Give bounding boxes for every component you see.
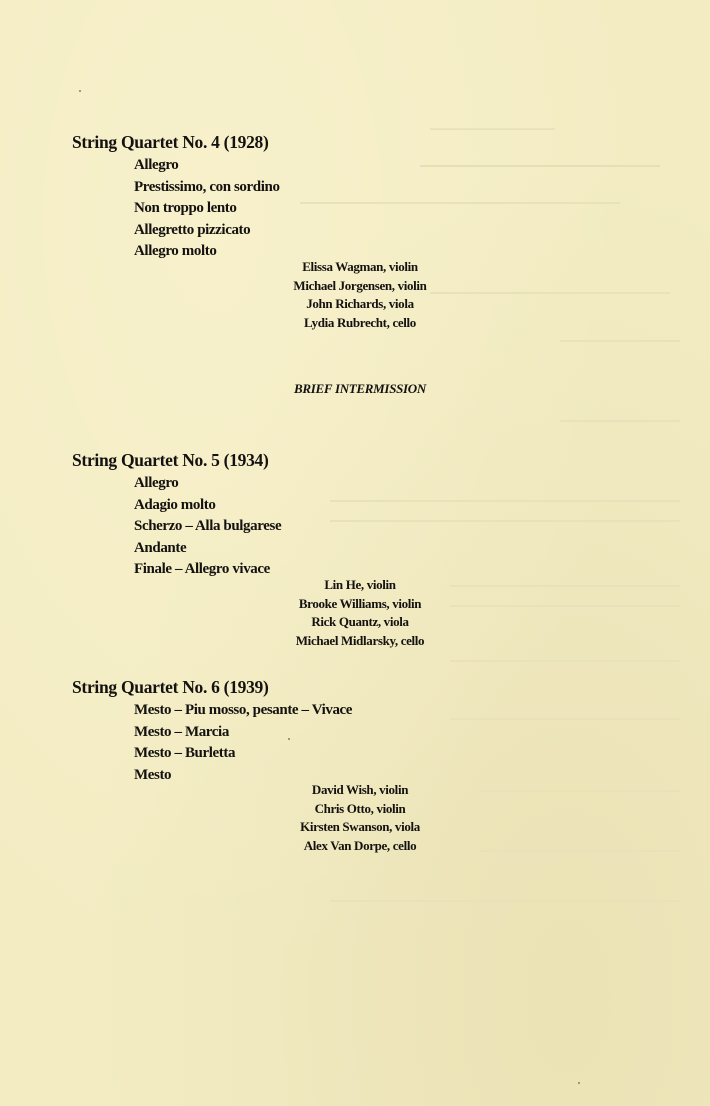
performer-item: Rick Quantz, viola: [311, 614, 409, 629]
movement-item: Allegro: [134, 475, 179, 491]
performer-item: Brooke Williams, violin: [298, 595, 422, 611]
performer-item: Kirsten Swanson, viola: [300, 819, 420, 834]
dust-speck: [578, 1082, 580, 1084]
performer-item: David Wish, violin: [311, 782, 409, 797]
movement-item: Allegretto pizzicato: [134, 221, 251, 238]
movement-list: [134, 473, 672, 581]
bleed-through-line: [560, 340, 680, 342]
performer-item: Michael Midlarsky, cello: [295, 632, 425, 648]
movement-item: Mesto – Marcia: [134, 723, 229, 740]
movement-item: Prestissimo, con sordino: [134, 178, 280, 195]
bleed-through-line: [330, 900, 680, 902]
intermission-note: BRIEF INTERMISSION: [293, 381, 426, 396]
work-section: [72, 449, 672, 581]
performer-item: Michael Jorgensen, violin: [293, 277, 427, 293]
movement-item: Allegro molto: [134, 243, 217, 259]
bleed-through-text: ───────────: [430, 121, 555, 138]
movement-list: [134, 700, 672, 786]
movement-item: Mesto – Burletta: [134, 745, 236, 761]
movement-item: Adagio molto: [134, 496, 216, 513]
performer-item: John Richards, viola: [306, 296, 414, 311]
movement-item: Mesto: [134, 766, 172, 783]
work-title: String Quartet No. 5 (1934): [72, 450, 269, 470]
movement-item: Non troppo lento: [134, 200, 237, 216]
work-section: [72, 676, 672, 786]
movement-item: Scherzo – Alla bulgarese: [134, 518, 282, 534]
work-title: String Quartet No. 6 (1939): [72, 677, 269, 697]
work-section: [72, 131, 672, 263]
movement-item: Andante: [134, 539, 187, 556]
work-title: String Quartet No. 4 (1928): [72, 132, 269, 152]
movement-item: Mesto – Piu mosso, pesante – Vivace: [134, 702, 353, 718]
performer-list: [200, 258, 520, 332]
performer-list: [200, 576, 520, 650]
performer-item: Chris Otto, violin: [314, 800, 406, 816]
performer-item: Elissa Wagman, violin: [302, 259, 418, 274]
movement-list: [134, 155, 672, 263]
bleed-through-line: [450, 660, 680, 662]
performer-list: [200, 781, 520, 855]
movement-item: Allegro: [134, 157, 179, 173]
performer-item: Alex Van Dorpe, cello: [303, 837, 417, 853]
bleed-through-line: [560, 420, 680, 422]
dust-speck: [79, 90, 81, 92]
movement-item: Finale – Allegro vivace: [134, 561, 270, 577]
performer-item: Lin He, violin: [324, 577, 396, 592]
performer-item: Lydia Rubrecht, cello: [304, 314, 416, 330]
